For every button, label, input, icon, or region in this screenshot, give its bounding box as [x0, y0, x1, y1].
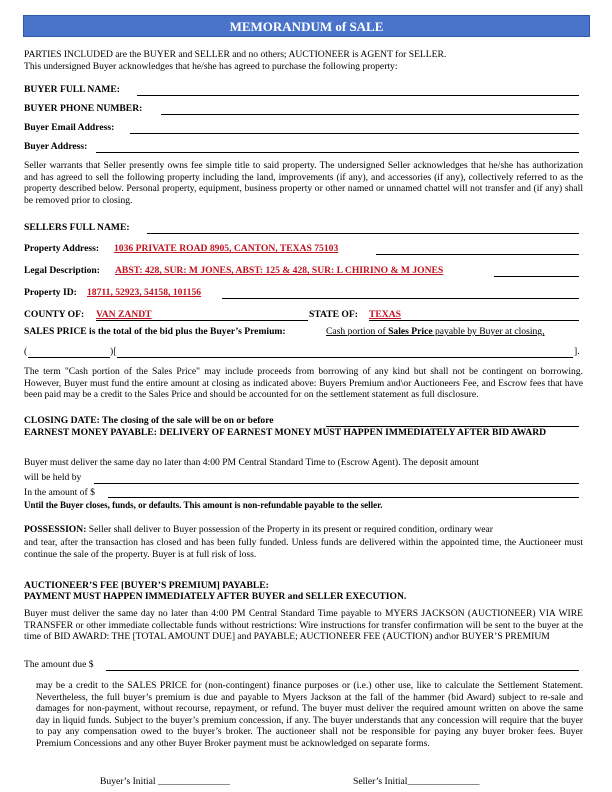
- closing-date-label: CLOSING DATE: The closing of the sale will be on or before: [24, 415, 274, 426]
- state-label: STATE OF:: [309, 309, 358, 320]
- buyer-address-field[interactable]: [96, 152, 579, 153]
- document-title: MEMORANDUM of SALE: [23, 15, 590, 37]
- buyer-email-field[interactable]: [130, 133, 579, 134]
- seller-warrants-paragraph: Seller warrants that Seller presently owns fee simple title to said property. The undersigned Seller acknowledges that he/she has authorization and has agreed to sell the following property including the land, improvements (if any), and accessories (if any), collectively referred to as the property described below. Personal property, equipment, business property or other named or unnamed chattel will not transfer and (if any) shall be removed prior to closing.: [24, 160, 583, 206]
- sales-price-label: SALES PRICE is the total of the bid plus the Buyer’s Premium:: [24, 326, 286, 337]
- buyer-initial-blank: _______________: [157, 776, 230, 787]
- buyer-phone-field[interactable]: [161, 114, 579, 115]
- legal-description-value: ABST: 428, SUR: M JONES, ABST: 125 & 428, SUR: L CHIRINO & M JONES: [115, 265, 444, 276]
- earnest-money-text: Buyer must deliver the same day no later than 4:00 PM Central Standard Time to (Escrow Agent). The deposit amount: [24, 457, 479, 468]
- possession-text-1: Seller shall deliver to Buyer possession of the Property in its present or required condition, ordinary wear: [86, 524, 493, 535]
- paren-open: (: [24, 346, 28, 357]
- seller-initial-blank: _______________: [407, 776, 480, 787]
- legal-description-label: Legal Description:: [24, 265, 100, 276]
- property-address-value: 1036 PRIVATE ROAD 8905, CANTON, TEXAS 75103: [114, 243, 339, 254]
- sales-price-words-field[interactable]: [117, 357, 573, 358]
- sales-price-cash-b: Sales Price: [388, 326, 433, 337]
- earnest-money-heading: EARNEST MONEY PAYABLE: DELIVERY OF EARNEST MONEY MUST HAPPEN IMMEDIATELY AFTER BID AWARD: [24, 427, 547, 438]
- seller-initial[interactable]: [353, 776, 479, 788]
- until-buyer-closes: Until the Buyer closes, funds, or defaults. This amount is non-refundable payable to the seller.: [24, 500, 383, 510]
- earnest-amount-field[interactable]: [108, 497, 579, 498]
- sales-price-cash-a: Cash portion of: [326, 326, 389, 337]
- cash-term-paragraph: The term "Cash portion of the Sales Price" may include proceeds from borrowing of any kind but shall not be contingent on borrowing. However, Buyer must fund the entire amount at closing as indicated above: Buyers Premium and\or Auctioneers Fee, and Escrow fees that have been paid may be a credit to the Sales Price and should be accounted for on the settlement statement as full disclosure.: [24, 366, 583, 401]
- buyer-full-name-label: BUYER FULL NAME:: [24, 84, 120, 95]
- property-id-line: [222, 298, 579, 299]
- premium-paragraph: may be a credit to the SALES PRICE for (non-contingent) finance purposes or (i.e.) other use, like to calculate the Settlement Statement. Nevertheless, the full buyer’s premium is due and payable to Myers Jackson at the fall of the hammer (bid Award) subject to re-sale and damages for non-payment, without recourse, repayment, or refund. The buyer must deliver the required amount written on above the same day in liquid funds. Subject to the buyer’s premium concession, if any. The buyer understands that any concession will require that the buyer to pay any compensation owed to the buyer’s broker. The auctioneer shall not be responsible for paying any buyer broker fees. Buyer Premium Concessions and any other Buyer Broker payment must be acknowledged on separate forms.: [36, 680, 583, 749]
- property-address-label: Property Address:: [24, 243, 100, 254]
- in-amount-label: In the amount of $: [24, 487, 95, 498]
- sales-price-numeric-field[interactable]: [28, 357, 110, 358]
- property-id-value: 18711, 52923, 54158, 101156: [87, 287, 202, 298]
- county-value: VAN ZANDT: [96, 309, 152, 320]
- paren-close: ].: [574, 346, 580, 357]
- county-line: [96, 320, 308, 321]
- buyer-phone-label: BUYER PHONE NUMBER:: [24, 103, 143, 114]
- state-line: [369, 320, 579, 321]
- intro-line-1: PARTIES INCLUDED are the BUYER and SELLER and no others; AUCTIONEER is AGENT for SELLER.: [24, 49, 447, 60]
- buyer-initial-label: Buyer’s Initial: [100, 776, 156, 787]
- paren-mid: )[: [110, 346, 117, 357]
- intro-line-2: This undersigned Buyer acknowledges that he/she has agreed to purchase the following property:: [24, 61, 398, 72]
- sales-price-cash-portion: [326, 326, 545, 338]
- property-address-line: [376, 254, 579, 255]
- seller-initial-label: Seller’s Initial: [353, 776, 408, 787]
- possession-paragraph: [24, 524, 583, 536]
- escrow-holder-field[interactable]: [94, 483, 579, 484]
- state-value: TEXAS: [369, 309, 401, 320]
- auctioneer-fee-heading-2: PAYMENT MUST HAPPEN IMMEDIATELY AFTER BUYER and SELLER EXECUTION.: [24, 591, 407, 602]
- buyer-initial[interactable]: [100, 776, 230, 788]
- sellers-full-name-label: SELLERS FULL NAME:: [24, 222, 130, 233]
- sales-price-cash-c: payable by Buyer at closing,: [432, 326, 545, 337]
- possession-text-2: and tear, after the transaction has closed and has been fully funded. Unless funds are delivered within the appointed time, the Auctioneer must continue the sale of the property. Buyer is at full risk of loss.: [24, 537, 583, 560]
- county-label: COUNTY OF:: [24, 309, 85, 320]
- possession-label: POSSESSION:: [24, 524, 87, 535]
- buyer-email-label: Buyer Email Address:: [24, 122, 115, 133]
- legal-description-line: [494, 276, 579, 277]
- property-id-label: Property ID:: [24, 287, 77, 298]
- amount-due-field[interactable]: [106, 670, 579, 671]
- auctioneer-fee-paragraph: Buyer must deliver the same day no later than 4:00 PM Central Standard Time payable to MYERS JACKSON (AUCTIONEER) VIA WIRE TRANSFER or other immediate collectable funds without restrictions: Wire instructions for transfer confirmation will be sent to the buyer at the time of BID AWARD: THE [TOTAL AMOUNT DUE] and PAYABLE; AUCTIONEER FEE (AUCTION) and\or BUYER’S PREMIUM: [24, 608, 583, 643]
- auctioneer-fee-heading-1: AUCTIONEER’S FEE [BUYER’S PREMIUM] PAYABLE:: [24, 580, 269, 591]
- will-be-held-label: will be held by: [24, 472, 82, 483]
- buyer-address-label: Buyer Address:: [24, 141, 88, 152]
- buyer-full-name-field[interactable]: [137, 95, 579, 96]
- sellers-full-name-field[interactable]: [147, 233, 579, 234]
- amount-due-label: The amount due $: [24, 659, 94, 670]
